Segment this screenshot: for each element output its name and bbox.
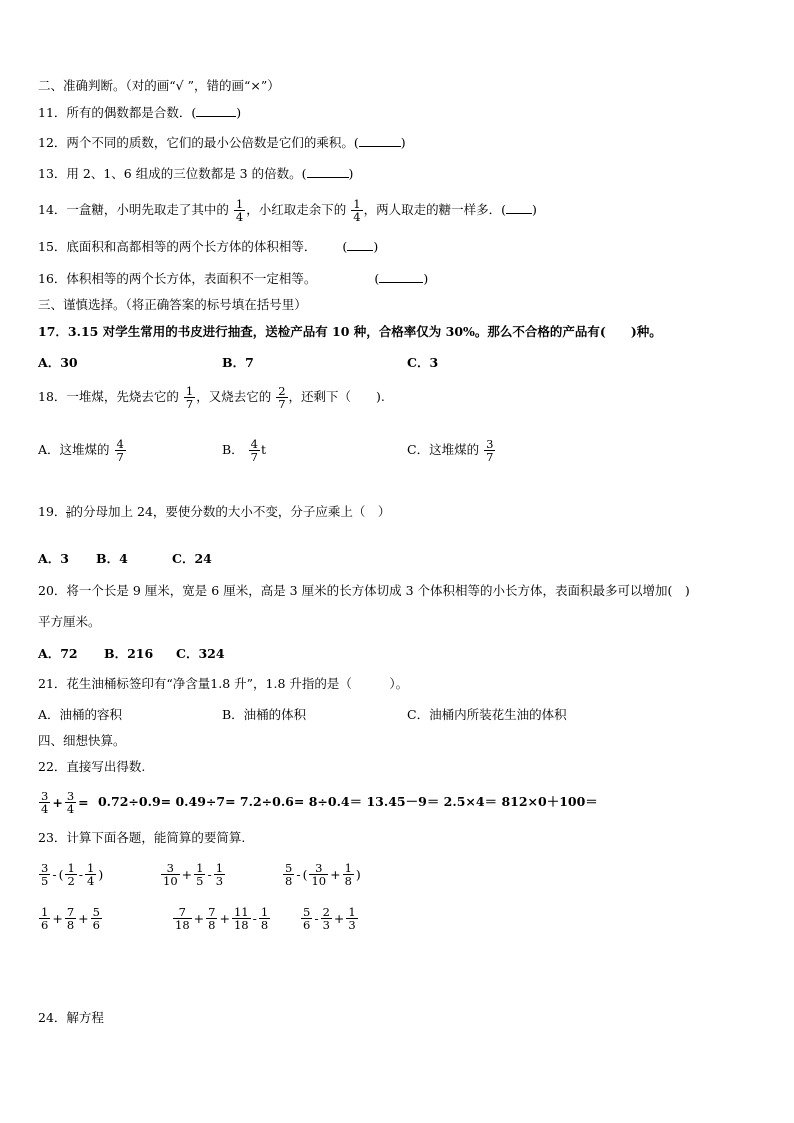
question-14: 14．一盒糖，小明先取走了其中的 $\frac{1}{4}$ ，小红取走余下的 $\frac{1}{4}$ ，两人取走的糖一样多．( )	[38, 197, 537, 224]
q23-expression-6: $\frac{5}{6}$ - $\frac{2}{3}$ + $\frac{1}{3}$	[303, 905, 356, 932]
q17-option-b: B．7	[222, 355, 254, 370]
fraction: $\frac{1}{4}$	[87, 861, 95, 888]
q19-option-c: C．24	[172, 551, 212, 566]
q20-option-b: B．216	[104, 646, 154, 661]
section-3-heading: 三、谨慎选择。（将正确答案的标号填在括号里）	[38, 297, 307, 312]
fraction: $\frac{1}{4}$	[353, 197, 361, 224]
fraction: $\frac{3}{4}$	[41, 789, 49, 816]
fraction: $\frac{7}{8}$	[208, 905, 216, 932]
fraction: $\frac{4}{7}$	[116, 437, 124, 464]
section-4-heading: 四、细想快算。	[38, 733, 126, 748]
q17-option-a: A．30	[38, 355, 78, 370]
q21-option-c: C．油桶内所装花生油的体积	[407, 707, 567, 722]
fraction: $\frac{1}{2}$	[67, 861, 75, 888]
fraction: $\frac{3}{4}$	[66, 789, 75, 816]
question-23-title: 23．计算下面各题，能简算的要简算.	[38, 830, 246, 845]
fraction: $\frac{1}{6}$	[41, 905, 49, 932]
fraction: $\frac{7}{8}$	[66, 905, 75, 932]
q19-option-b: B．4	[96, 551, 128, 566]
fraction: $\frac{2}{3}$	[322, 905, 330, 932]
fraction: $\frac{4}{7}$	[250, 437, 258, 464]
question-22-expressions: $\frac{3}{4}$ + $\frac{3}{4}$ = 0.72÷0.9= 0.49÷7= 7.2÷0.6= 8÷0.4＝ 13.45－9＝ 2.5×4＝ 812×0＋100＝	[41, 789, 598, 816]
fraction: $\frac{1}{5}$	[196, 861, 204, 888]
section-2-heading: 二、准确判断。（对的画“√ ”，错的画“×”）	[38, 78, 280, 93]
question-21: 21．花生油桶标签印有“净含量1.8 升”，1.8 升指的是（ ）。	[38, 676, 409, 691]
q23-expression-5: $\frac{7}{18}$ + $\frac{7}{8}$ + $\frac{11}{18}$ - $\frac{1}{8}$	[175, 905, 269, 932]
q23-expression-4: $\frac{1}{6}$ + $\frac{7}{8}$ + $\frac{5}{6}$	[41, 905, 100, 932]
fraction: $\frac{2}{7}$	[278, 384, 286, 411]
fraction: $\frac{5}{8}$	[285, 861, 293, 888]
q20-option-c: C．324	[176, 646, 225, 661]
q18-option-b: B． $\frac{4}{7}$ t	[222, 437, 267, 464]
q19-option-a: A．3	[38, 551, 69, 566]
fraction: $\frac{1}{3}$	[215, 861, 224, 888]
fraction: $\frac{3}{5}$	[41, 861, 49, 888]
fraction: $\frac{5}{6}$	[92, 905, 100, 932]
fraction: $\frac{3}{8}$	[66, 505, 71, 520]
question-13: 13．用 2、1、6 组成的三位数都是 3 的倍数。( )	[38, 166, 354, 181]
question-16: 16．体积相等的两个长方体，表面积不一定相等。 ( )	[38, 271, 429, 286]
question-19: 19． $\frac{3}{8}$ 的分母加上 24，要使分数的大小不变，分子应乘上（ ）	[38, 504, 391, 520]
fraction: $\frac{1}{7}$	[185, 384, 194, 411]
question-12: 12．两个不同的质数，它们的最小公倍数是它们的乘积。( )	[38, 135, 406, 150]
question-17: 17．3.15 对学生常用的书皮进行抽查，送检产品有 10 种，合格率仅为 30%。那么不合格的产品有( )种。	[38, 324, 662, 339]
q21-option-b: B．油桶的体积	[222, 707, 307, 722]
fraction: $\frac{1}{8}$	[344, 861, 352, 888]
question-20-line-2: 平方厘米。	[38, 614, 101, 629]
q23-expression-2: $\frac{3}{10}$ + $\frac{1}{5}$ - $\frac{1}{3}$	[163, 861, 224, 888]
q18-option-c: C．这堆煤的 $\frac{3}{7}$	[407, 437, 494, 464]
q23-expression-1: $\frac{3}{5}$ - ( $\frac{1}{2}$ - $\frac{1}{4}$ )	[41, 861, 104, 888]
question-11: 11．所有的偶数都是合数．( )	[38, 105, 242, 120]
fraction: $\frac{7}{18}$	[175, 905, 190, 932]
question-22-title: 22．直接写出得数.	[38, 759, 146, 774]
q17-option-c: C．3	[407, 355, 439, 370]
fraction: $\frac{11}{18}$	[233, 905, 249, 932]
fraction: $\frac{5}{6}$	[303, 905, 311, 932]
q18-option-a: A．这堆煤的 $\frac{4}{7}$	[38, 437, 124, 464]
q21-option-a: A．油桶的容积	[38, 707, 123, 722]
question-15: 15．底面积和高都相等的两个长方体的体积相等． ( )	[38, 239, 379, 254]
fraction: $\frac{3}{7}$	[486, 437, 494, 464]
q20-option-a: A．72	[38, 646, 78, 661]
question-20-line-1: 20．将一个长是 9 厘米，宽是 6 厘米，高是 3 厘米的长方体切成 3 个体积相等的小长方体，表面积最多可以增加( )	[38, 583, 690, 598]
fraction: $\frac{3}{10}$	[163, 861, 178, 888]
fraction: $\frac{1}{3}$	[348, 905, 356, 932]
question-24-title: 24．解方程	[38, 1010, 104, 1025]
fraction: $\frac{1}{8}$	[260, 905, 269, 932]
fraction: $\frac{3}{10}$	[311, 861, 327, 888]
q23-expression-3: $\frac{5}{8}$ - ( $\frac{3}{10}$ + $\frac{1}{8}$ )	[285, 861, 361, 888]
fraction: $\frac{1}{4}$	[235, 197, 244, 224]
question-18: 18．一堆煤，先烧去它的 $\frac{1}{7}$ ，又烧去它的 $\frac{2}{7}$ ，还剩下（ ).	[38, 384, 385, 411]
